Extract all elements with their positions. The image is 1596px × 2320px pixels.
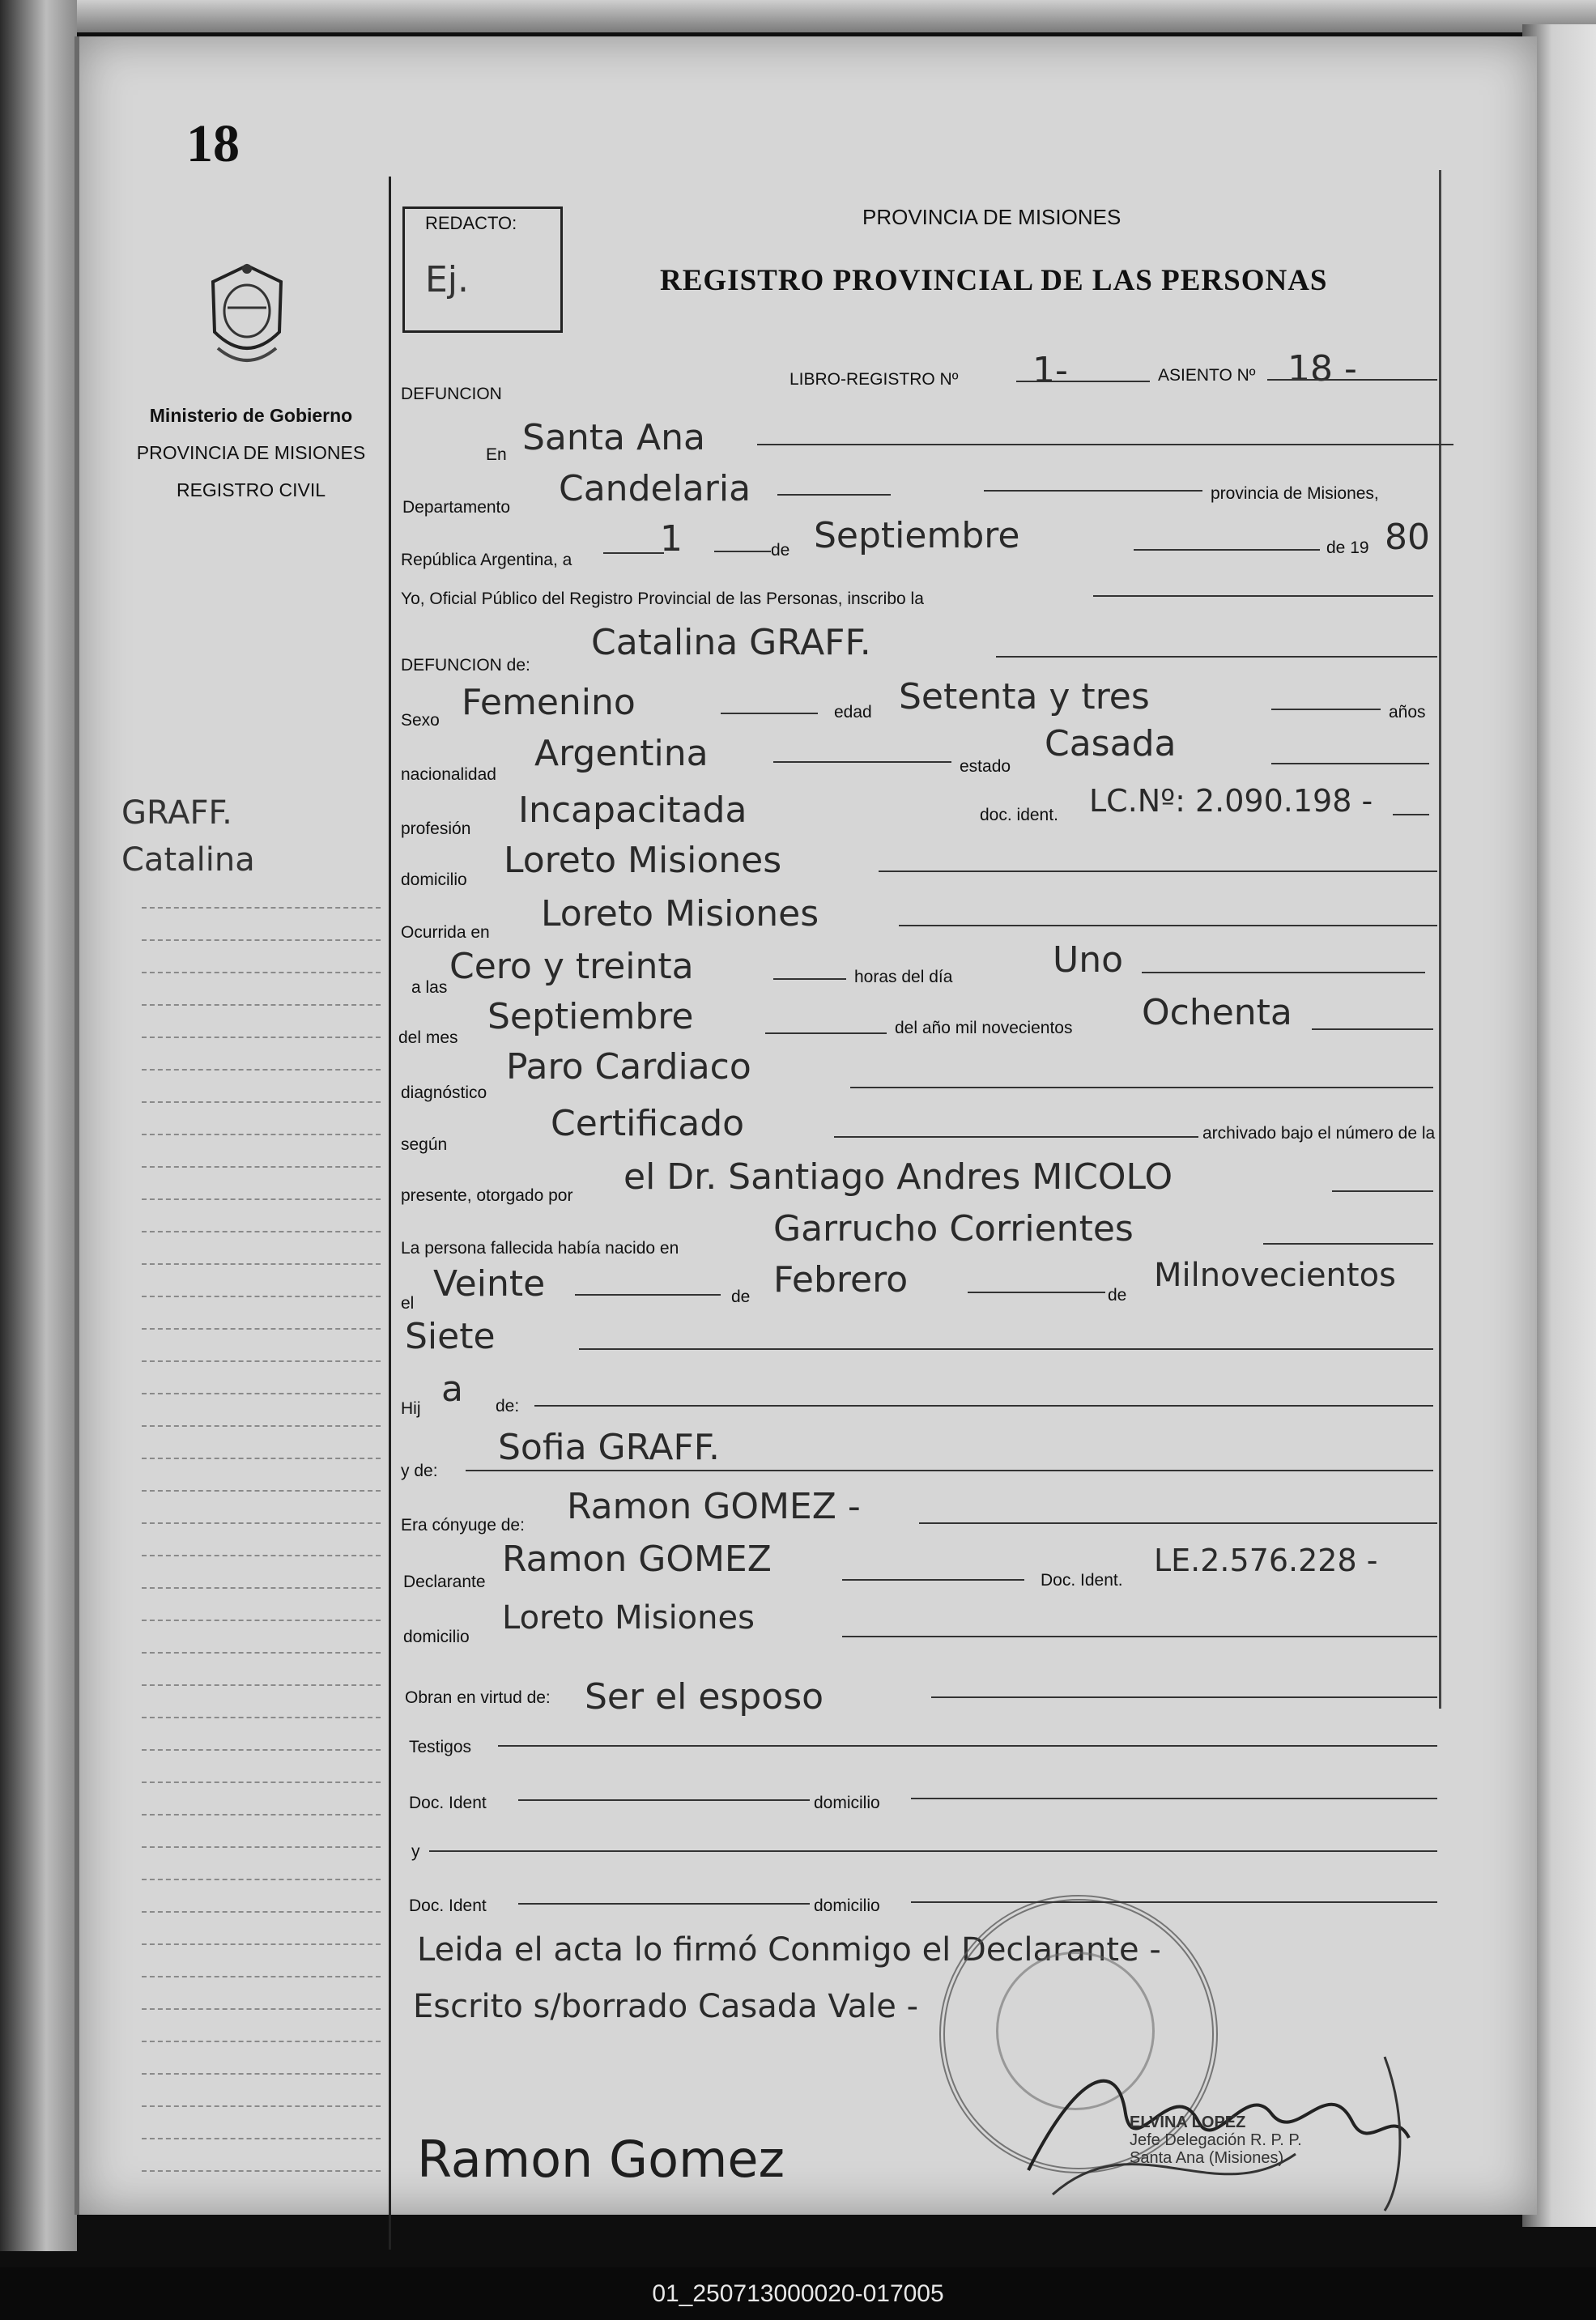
domicilio2-value: Loreto Misiones xyxy=(502,1599,755,1637)
horas-label: horas del día xyxy=(854,968,953,986)
asiento-value: 18 - xyxy=(1287,348,1357,390)
margin-ruled-line xyxy=(142,1717,381,1718)
libro-value: 1- xyxy=(1032,350,1068,391)
form-fill-line xyxy=(879,871,1437,872)
registry-name: REGISTRO CIVIL xyxy=(176,479,326,500)
page-number: 18 xyxy=(186,114,240,173)
el-label: el xyxy=(401,1294,415,1313)
edad-label: edad xyxy=(834,703,872,722)
profesion-label: profesión xyxy=(401,819,471,838)
margin-annotation xyxy=(121,790,364,883)
docident-value: LC.Nº: 2.090.198 - xyxy=(1089,783,1373,819)
obran-label: Obran en virtud de: xyxy=(405,1688,551,1707)
de2-label: de xyxy=(731,1288,751,1306)
estado-value: Casada xyxy=(1045,723,1177,764)
diagnostico-value: Paro Cardiaco xyxy=(506,1046,751,1088)
testigos-label: Testigos xyxy=(409,1738,472,1756)
form-fill-line xyxy=(466,1470,1433,1471)
form-fill-line xyxy=(842,1636,1437,1637)
provincia-label: provincia de Misiones, xyxy=(1211,484,1379,503)
margin-ruled-line xyxy=(142,1846,381,1848)
departamento-value: Candelaria xyxy=(559,468,751,509)
issuing-authority xyxy=(121,397,381,509)
margin-ruled-line xyxy=(142,1134,381,1135)
edad-value: Setenta y tres xyxy=(899,676,1150,717)
republica-label: República Argentina, a xyxy=(401,551,572,569)
form-fill-line xyxy=(1142,972,1425,973)
redacto-label: REDACTO: xyxy=(425,213,517,233)
form-fill-line xyxy=(996,656,1437,658)
estado-label: estado xyxy=(960,757,1011,776)
official-role: Jefe Delegación R. P. P. xyxy=(1130,2131,1302,2149)
margin-ruled-line xyxy=(142,907,381,909)
alas-label: a las xyxy=(411,978,448,997)
margin-ruled-line xyxy=(142,1652,381,1654)
form-fill-line xyxy=(757,444,1453,445)
margin-ruled-line xyxy=(142,1879,381,1880)
margin-ruled-line xyxy=(142,1620,381,1621)
closing-line-2: Escrito s/borrado Casada Vale - xyxy=(413,1988,919,2025)
margin-ruled-line xyxy=(142,2073,381,2075)
anio-value: 80 xyxy=(1385,517,1430,558)
dia-value: 1 xyxy=(660,518,683,560)
form-fill-line xyxy=(931,1696,1437,1698)
form-fill-line xyxy=(1263,1243,1433,1245)
official-stamp-text xyxy=(1130,2114,1302,2167)
docident4-label: Doc. Ident xyxy=(409,1896,487,1915)
dia-letras-value: Uno xyxy=(1053,939,1124,981)
margin-ruled-line xyxy=(142,2041,381,2042)
hij-value: a xyxy=(441,1369,463,1410)
yde-label: y de: xyxy=(401,1462,438,1480)
anio-mil-value: Ochenta xyxy=(1142,992,1292,1033)
form-fill-line xyxy=(518,1903,810,1905)
el-value: Veinte xyxy=(433,1263,546,1305)
margin-ruled-line xyxy=(142,2008,381,2010)
margin-ruled-line xyxy=(142,1263,381,1265)
libro-label: LIBRO-REGISTRO Nº xyxy=(789,370,959,389)
margin-ruled-line xyxy=(142,1296,381,1297)
nacionalidad-value: Argentina xyxy=(534,733,709,774)
margin-ruled-line xyxy=(142,1393,381,1394)
official-name: ELVINA LOPEZ xyxy=(1130,2114,1246,2131)
margin-ruled-line xyxy=(142,1555,381,1556)
form-fill-line xyxy=(579,1348,1433,1350)
form-fill-line xyxy=(1267,379,1437,381)
en-value: Santa Ana xyxy=(522,417,705,458)
margin-ruled-line xyxy=(142,1166,381,1168)
presente-value: el Dr. Santiago Andres MICOLO xyxy=(624,1156,1173,1198)
margin-ruled-line xyxy=(142,1684,381,1686)
presente-label: presente, otorgado por xyxy=(401,1186,573,1205)
nacido-value: Garrucho Corrientes xyxy=(773,1208,1134,1249)
form-fill-line xyxy=(911,1798,1437,1799)
form-fill-line xyxy=(919,1522,1437,1524)
de-label: de xyxy=(771,541,790,560)
docident-label: doc. ident. xyxy=(980,806,1058,824)
form-fill-line xyxy=(721,713,818,714)
margin-ruled-line xyxy=(142,1198,381,1200)
margin-ruled-line xyxy=(142,1490,381,1492)
archivado-label: archivado bajo el número de la xyxy=(1202,1124,1436,1143)
asiento-label: ASIENTO Nº xyxy=(1158,366,1256,385)
form-fill-line xyxy=(518,1799,810,1801)
margin-ruled-line xyxy=(142,1069,381,1071)
closing-line-1: Leida el acta lo firmó Conmigo el Declarante - xyxy=(417,1931,1161,1969)
form-fill-line xyxy=(834,1136,1198,1138)
de3-label: de xyxy=(1108,1286,1127,1305)
form-fill-line xyxy=(777,494,891,496)
nacido-label: La persona fallecida había nacido en xyxy=(401,1239,679,1258)
right-border xyxy=(1439,170,1441,1709)
anios-label: años xyxy=(1389,703,1426,722)
margin-ruled-line xyxy=(142,2138,381,2139)
book-binding-left xyxy=(0,0,77,2251)
sexo-value: Femenino xyxy=(462,682,636,723)
header-province: PROVINCIA DE MISIONES xyxy=(862,205,1121,229)
form-fill-line xyxy=(534,1405,1433,1407)
record-type: DEFUNCION xyxy=(401,385,502,403)
form-fill-line xyxy=(1016,381,1150,382)
official-place: Santa Ana (Misiones) xyxy=(1130,2149,1284,2167)
form-fill-line xyxy=(773,761,951,763)
margin-ruled-line xyxy=(142,1522,381,1524)
form-fill-line xyxy=(429,1850,1437,1852)
departamento-label: Departamento xyxy=(402,498,511,517)
docident3-label: Doc. Ident xyxy=(409,1794,487,1812)
margin-ruled-line xyxy=(142,1328,381,1330)
defuncion-de-label: DEFUNCION de: xyxy=(401,656,530,675)
form-fill-line xyxy=(899,925,1437,926)
margin-ruled-line xyxy=(142,939,381,941)
margin-ruled-line xyxy=(142,1943,381,1945)
form-fill-line xyxy=(498,1745,1437,1747)
mes-value: Septiembre xyxy=(814,515,1020,556)
domicilio-value: Loreto Misiones xyxy=(504,840,782,881)
form-fill-line xyxy=(1271,709,1381,710)
y-label: y xyxy=(411,1842,420,1861)
diagnostico-label: diagnóstico xyxy=(401,1083,487,1102)
ocurrida-label: Ocurrida en xyxy=(401,923,490,942)
conyuge-label: Era cónyuge de: xyxy=(401,1516,525,1535)
de19-label: de 19 xyxy=(1326,538,1369,557)
domicilio2-label: domicilio xyxy=(403,1628,470,1646)
en-label: En xyxy=(486,445,507,464)
margin-ruled-line xyxy=(142,1587,381,1589)
margin-divider xyxy=(389,177,391,2250)
conyuge-value: Ramon GOMEZ - xyxy=(567,1486,861,1527)
oficial-statement: Yo, Oficial Público del Registro Provincial de las Personas, inscribo la xyxy=(401,590,924,608)
redacto-initials: Ej. xyxy=(425,259,470,300)
declarante-value: Ramon GOMEZ xyxy=(502,1539,772,1580)
margin-ruled-line xyxy=(142,1425,381,1427)
obran-value: Ser el esposo xyxy=(585,1676,824,1718)
margin-ruled-line xyxy=(142,1749,381,1751)
margin-ruled-line xyxy=(142,1976,381,1977)
form-fill-line xyxy=(714,551,771,552)
document-title: REGISTRO PROVINCIAL DE LAS PERSONAS xyxy=(660,264,1328,297)
form-fill-line xyxy=(842,1579,1024,1581)
margin-surname: GRAFF. xyxy=(121,794,232,832)
province-name: PROVINCIA DE MISIONES xyxy=(136,442,366,463)
form-fill-line xyxy=(773,978,846,980)
form-fill-line xyxy=(1271,763,1429,764)
margin-ruled-line xyxy=(142,972,381,973)
form-fill-line xyxy=(603,552,664,554)
delmes-value: Septiembre xyxy=(487,996,694,1037)
margin-ruled-line xyxy=(142,1004,381,1006)
de3-value: Milnovecientos xyxy=(1154,1257,1396,1294)
margin-ruled-line xyxy=(142,1911,381,1913)
segun-label: según xyxy=(401,1135,448,1154)
form-fill-line xyxy=(1332,1190,1433,1192)
form-fill-line xyxy=(984,490,1202,492)
margin-ruled-line xyxy=(142,1101,381,1103)
declarant-signature: Ramon Gomez xyxy=(417,2130,785,2189)
form-fill-line xyxy=(968,1292,1105,1293)
margin-ruled-line xyxy=(142,1458,381,1459)
domicilio3-label: domicilio xyxy=(814,1794,880,1812)
form-fill-line xyxy=(1312,1028,1433,1030)
margin-ruled-line xyxy=(142,1782,381,1783)
declarante-label: Declarante xyxy=(403,1573,486,1591)
form-fill-line xyxy=(1134,549,1320,551)
margin-firstname: Catalina xyxy=(121,841,255,879)
hij-de-label: de: xyxy=(496,1397,520,1415)
profesion-value: Incapacitada xyxy=(518,790,747,831)
siete-value: Siete xyxy=(405,1316,496,1357)
hij-label: Hij xyxy=(401,1399,421,1418)
margin-ruled-line xyxy=(142,1231,381,1232)
margin-ruled-line xyxy=(142,1360,381,1362)
alas-value: Cero y treinta xyxy=(449,946,694,987)
margin-ruled-line xyxy=(142,2170,381,2172)
form-fill-line xyxy=(850,1087,1433,1088)
deceased-name: Catalina GRAFF. xyxy=(591,622,871,663)
form-fill-line xyxy=(765,1032,887,1034)
delmes-label: del mes xyxy=(398,1028,458,1047)
ocurrida-value: Loreto Misiones xyxy=(541,893,819,934)
sexo-label: Sexo xyxy=(401,711,440,730)
nacionalidad-label: nacionalidad xyxy=(401,765,496,784)
segun-value: Certificado xyxy=(551,1103,745,1144)
form-fill-line xyxy=(1093,595,1433,597)
docident2-label: Doc. Ident. xyxy=(1041,1571,1123,1590)
margin-ruled-line xyxy=(142,1814,381,1816)
domicilio-label: domicilio xyxy=(401,871,467,889)
margin-ruled-line xyxy=(142,1037,381,1038)
ministry-name: Ministerio de Gobierno xyxy=(149,405,353,426)
domicilio4-label: domicilio xyxy=(814,1896,880,1915)
form-fill-line xyxy=(575,1294,721,1296)
anio-mil-label: del año mil novecientos xyxy=(895,1019,1073,1037)
docident2-value: LE.2.576.228 - xyxy=(1154,1543,1378,1578)
de2-value: Febrero xyxy=(773,1259,909,1300)
margin-ruled-line xyxy=(142,2105,381,2107)
book-binding-top xyxy=(0,0,1596,32)
coat-of-arms-icon xyxy=(198,259,296,372)
image-identifier: 01_250713000020-017005 xyxy=(0,2267,1596,2320)
yde-value: Sofia GRAFF. xyxy=(498,1427,721,1468)
form-fill-line xyxy=(1393,814,1429,815)
form-fill-line xyxy=(911,1901,1437,1903)
